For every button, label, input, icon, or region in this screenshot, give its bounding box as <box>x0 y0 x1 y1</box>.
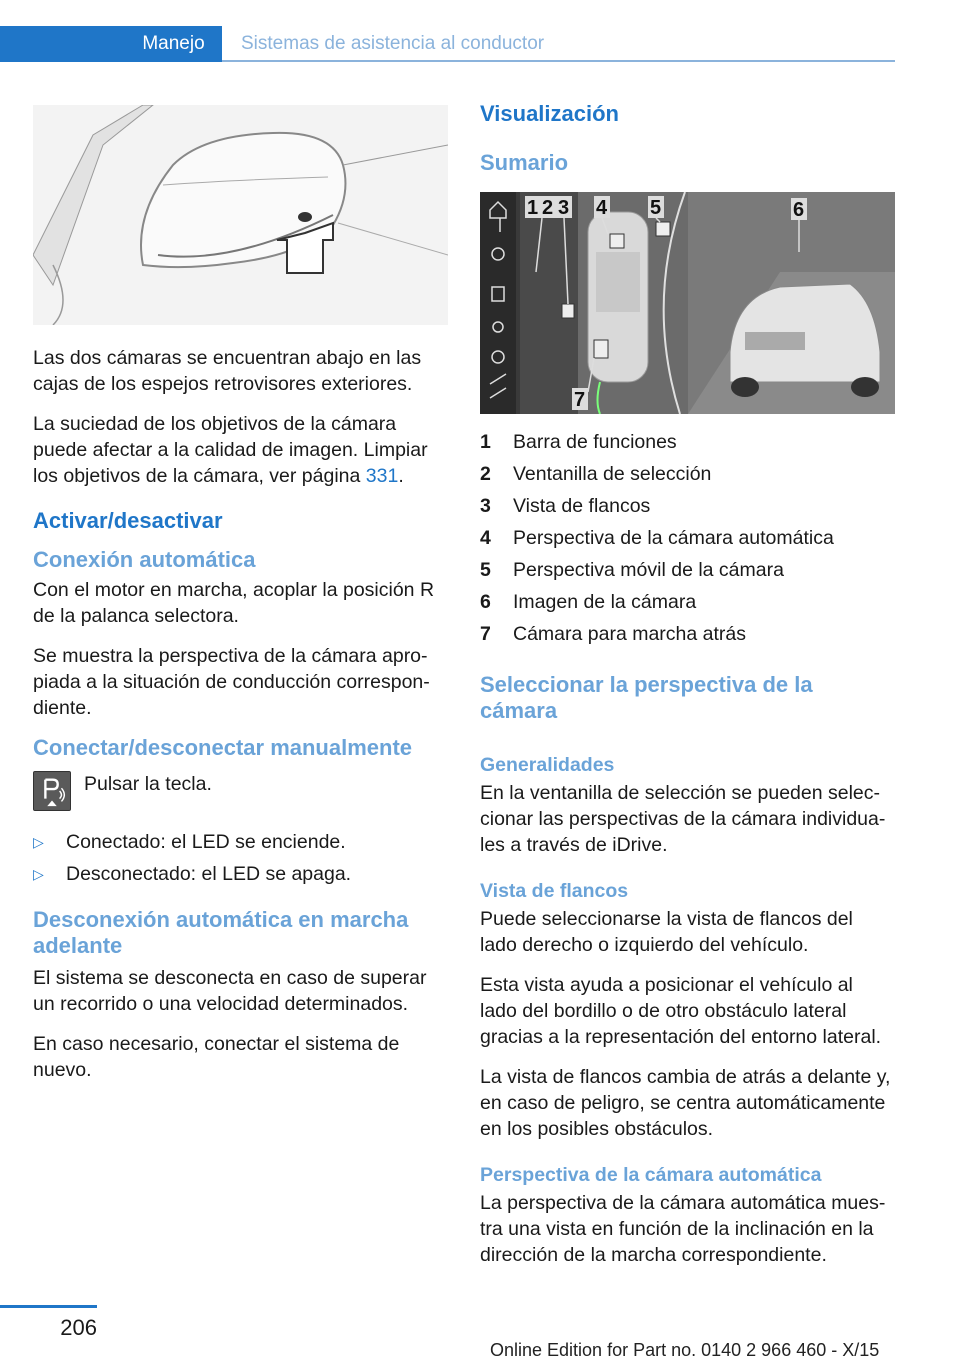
paragraph: El sistema se desconecta en caso de superar un recorrido o una velocidad determinados. <box>33 967 427 1015</box>
heading-activar: Activar/desactivar <box>33 508 223 533</box>
camera-display-screenshot <box>480 192 895 414</box>
edition-text: Online Edition for Part no. 0140 2 966 460 - X/15 <box>490 1340 880 1360</box>
key-instruction <box>33 771 448 817</box>
key-text: Pulsar la tecla. <box>84 773 212 795</box>
paragraph: Esta vista ayuda a posicionar el vehículo al lado del bordillo o de otro obstáculo lateral gracias a la representación del entorno lateral. <box>480 974 882 1048</box>
callout-7: 7 <box>574 389 586 411</box>
heading-seleccionar: Seleccionar la perspectiva de la cámara <box>480 672 813 723</box>
paragraph: La perspectiva de la cámara automática mues‐tra una vista en función de la inclinación en la dirección de la marcha correspondiente. <box>480 1192 886 1266</box>
callout-1: 1 <box>527 197 539 219</box>
header-rule <box>222 60 895 62</box>
paragraph: Puede seleccionarse la vista de flancos del lado derecho o izquierdo del vehículo. <box>480 908 853 956</box>
footer-rule <box>0 1305 97 1308</box>
legend-list <box>480 426 895 650</box>
callout-6: 6 <box>793 199 805 221</box>
list-item: 1 Barra de funciones <box>480 431 677 453</box>
list-item: 6 Imagen de la cámara <box>480 591 697 613</box>
list-item: 5 Perspectiva móvil de la cámara <box>480 559 784 581</box>
paragraph: Las dos cámaras se encuentran abajo en las cajas de los espejos retrovisores exteriores. <box>33 347 422 395</box>
page-header <box>0 26 895 62</box>
list-item: ▷ Conectado: el LED se enciende. <box>33 831 346 853</box>
chapter-tab[interactable]: Manejo <box>142 33 205 54</box>
triangle-bullet-icon: ▷ <box>33 834 44 850</box>
list-item: 4 Perspectiva de la cámara automática <box>480 527 834 549</box>
list-item: ▷ Desconectado: el LED se apaga. <box>33 863 352 885</box>
paragraph: En caso necesario, conectar el sistema de nuevo. <box>33 1033 400 1081</box>
right-column <box>480 100 895 1282</box>
page-number: 206 <box>60 1315 97 1340</box>
heading-desconexion: Desconexión automática en marcha adelante <box>33 907 409 958</box>
paragraph: La suciedad de los objetivos de la cámara puede afectar a la calidad de imagen. Limpiar los objetivos de la cámara, ver página 331. <box>33 413 428 487</box>
heading-auto: Perspectiva de la cámara automática <box>480 1164 822 1186</box>
paragraph: Con el motor en marcha, acoplar la posición R de la palanca selectora. <box>33 579 435 627</box>
section-title[interactable]: Sistemas de asistencia al conductor <box>241 33 545 54</box>
callout-5: 5 <box>650 197 662 219</box>
bullet-list <box>33 829 448 887</box>
heading-visualizacion: Visualización <box>480 101 619 126</box>
paragraph: Se muestra la perspectiva de la cámara apro‐piada a la situación de conducción correspon‐diente. <box>33 645 430 719</box>
mirror-camera-photo <box>33 105 448 325</box>
callout-2: 2 <box>542 197 554 219</box>
heading-conexion: Conexión automática <box>33 547 256 572</box>
left-column <box>33 105 448 1097</box>
heading-flancos: Vista de flancos <box>480 880 629 902</box>
callout-3: 3 <box>558 197 570 219</box>
heading-generalidades: Generalidades <box>480 754 615 776</box>
page-link[interactable]: 331 <box>365 465 399 487</box>
heading-sumario: Sumario <box>480 150 569 175</box>
paragraph: En la ventanilla de selección se pueden selec‐cionar las perspectivas de la cámara individua‐les a través de iDrive. <box>480 782 886 856</box>
parking-camera-key-icon <box>33 771 71 811</box>
list-item: 7 Cámara para marcha atrás <box>480 623 747 645</box>
callout-4: 4 <box>596 197 608 219</box>
triangle-bullet-icon: ▷ <box>33 866 44 882</box>
list-item: 3 Vista de flancos <box>480 495 651 517</box>
heading-manual: Conectar/desconectar manualmente <box>33 735 413 760</box>
paragraph: La vista de flancos cambia de atrás a delante y, en caso de peligro, se centra automáticamente en los posibles obstáculos. <box>480 1066 891 1140</box>
list-item: 2 Ventanilla de selección <box>480 463 712 485</box>
